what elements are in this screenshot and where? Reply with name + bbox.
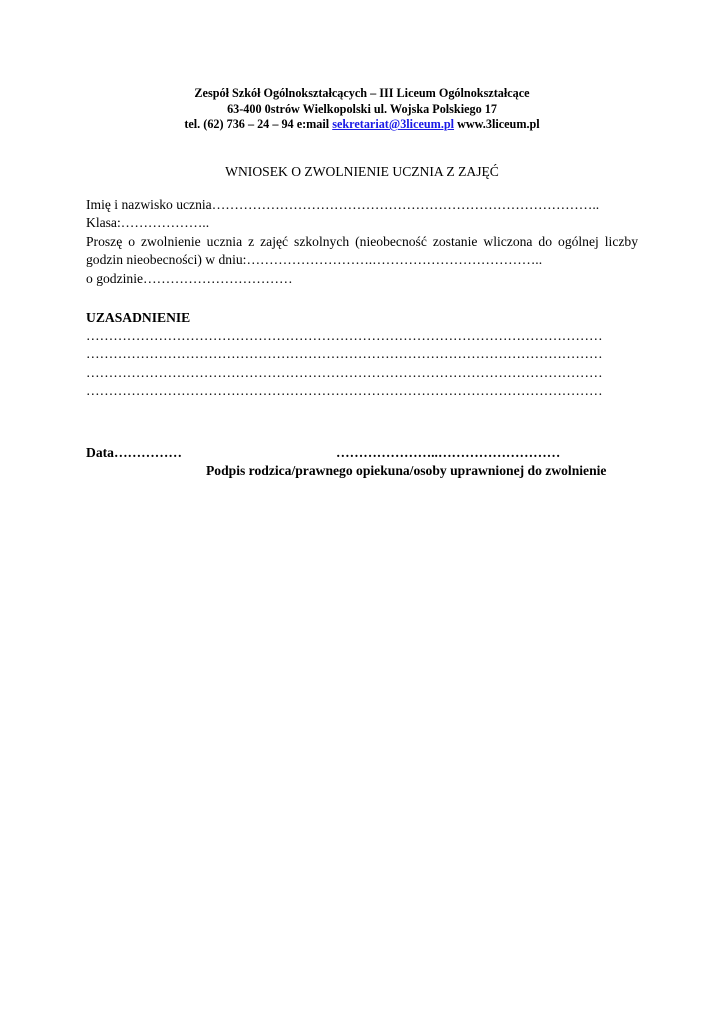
contact-phone: tel. (62) 736 – 24 – 94 e:mail bbox=[184, 117, 333, 131]
document-title: WNIOSEK O ZWOLNIENIE UCZNIA Z ZAJĘĆ bbox=[225, 164, 499, 179]
justification-line: …………………………………………………………………………………………………… bbox=[86, 346, 603, 362]
justification-line: …………………………………………………………………………………………………… bbox=[86, 383, 603, 399]
class-field: Klasa:……………….. bbox=[86, 215, 210, 231]
justification-line: …………………………………………………………………………………………………… bbox=[86, 364, 603, 380]
school-header bbox=[86, 86, 638, 133]
justification-heading: UZASADNIENIE bbox=[86, 310, 191, 325]
request-form bbox=[86, 196, 638, 288]
school-name: Zespół Szkół Ogólnokształcących – III Liceum Ogólnokształcące bbox=[194, 86, 530, 100]
hour-field: o godzinie…………………………… bbox=[86, 270, 293, 286]
justification-lines bbox=[86, 327, 638, 401]
contact-website: www.3liceum.pl bbox=[454, 117, 540, 131]
request-paragraph: Proszę o zwolnienie ucznia z zajęć szkolnych (nieobecność zostanie wliczona do ogólnej liczby godzin nieobecności) w dniu:……………………….……………………………….. bbox=[86, 233, 638, 268]
email-link[interactable]: sekretariat@3liceum.pl bbox=[332, 117, 455, 131]
signature-line: …………………..……………………… bbox=[336, 445, 561, 460]
student-name-field: Imię i nazwisko ucznia………………………………………………………………………….. bbox=[86, 197, 600, 212]
school-contact bbox=[86, 117, 638, 133]
signature-caption: Podpis rodzica/prawnego opiekuna/osoby uprawnionej do zwolnienie bbox=[206, 463, 607, 478]
date-field: Data…………… bbox=[86, 445, 182, 460]
school-address: 63-400 0strów Wielkopolski ul. Wojska Polskiego 17 bbox=[227, 101, 497, 116]
justification-line: …………………………………………………………………………………………………… bbox=[86, 328, 603, 343]
